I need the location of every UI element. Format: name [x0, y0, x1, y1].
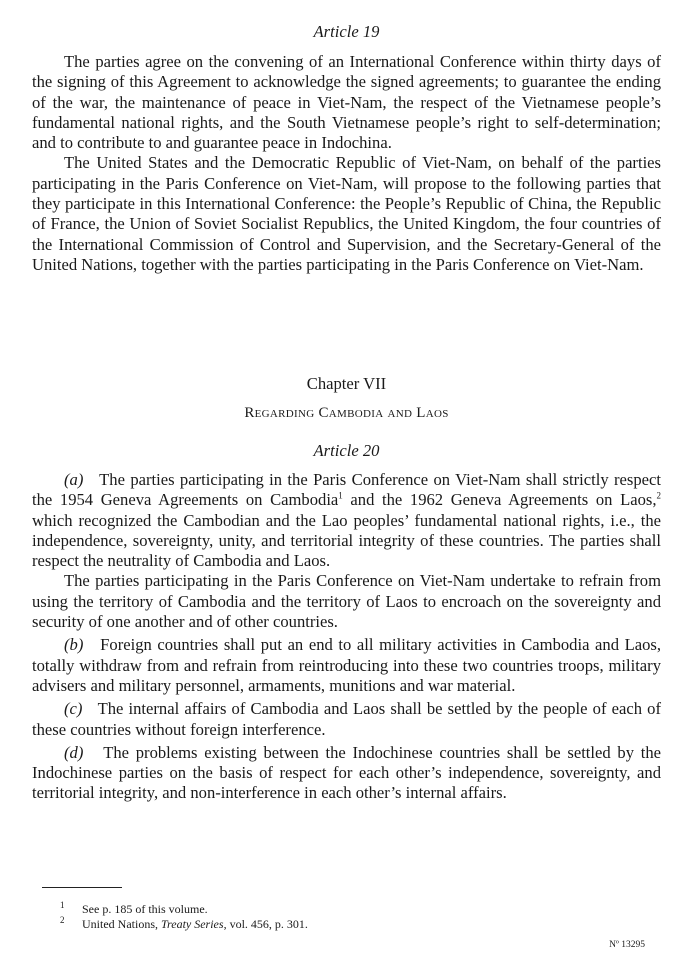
article-20-body: [32, 470, 661, 804]
article-20-clause-a: [32, 470, 661, 571]
clause-a-label: (a): [64, 470, 84, 489]
article-19-body: [32, 52, 661, 275]
footnote-1-text: See p. 185 of this volume.: [82, 902, 208, 916]
clause-a-text-3: which recognized the Cambodian and the Lao peoples’ fundamental national rights, i.e., the independence, sovereignty, unity, and territorial integrity of these countries. The parties shall respect the neutrality of Cambodia and Laos.: [32, 510, 661, 571]
article-19-paragraph-1: The parties agree on the convening of an International Conference within thirty days of the signing of this Agreement to acknowledge the signed agreements; to guarantee the ending of the war, the maintenance of peace in Viet-Nam, the respect of the Vietnamese people’s fundamental national rights, and the South Vietnamese people’s right to self-determination; and to contribute to and guarantee peace in Indochina.: [32, 52, 661, 153]
article-20-clause-b: [32, 635, 661, 696]
article-20-clause-a-paragraph-2: The parties participating in the Paris Conference on Viet-Nam undertake to refrain from using the territory of Cambodia and the territory of Laos to encroach on the sovereignty and security of one another and of other countries.: [32, 571, 661, 632]
footnote-2: 2 United Nations, Treaty Series, vol. 456, p. 301.: [60, 915, 308, 931]
clause-b-text: Foreign countries shall put an end to all military activities in Cambodia and Laos, totally withdraw from and refrain from reintroducing into these two countries troops, military advisers and military personnel, armaments, munitions and war material.: [32, 635, 661, 695]
clause-a-text-2: and the 1962 Geneva Agreements on Laos,: [342, 490, 657, 510]
article-20-heading: Article 20: [313, 441, 380, 460]
article-20-clause-d: [32, 743, 661, 804]
footnote-2-text-post: , vol. 456, p. 301.: [223, 917, 308, 931]
document-number: Nº 13295: [609, 940, 645, 950]
clause-b-label: (b): [64, 635, 84, 655]
article-20-clause-c: [32, 699, 661, 740]
footnote-divider: [42, 887, 122, 888]
footnote-2-series-title: Treaty Series: [161, 917, 224, 931]
footnote-2-text-pre: United Nations,: [82, 917, 161, 931]
clause-c-label: (c): [64, 699, 83, 719]
article-19-paragraph-2: The United States and the Democratic Republic of Viet-Nam, on behalf of the parties participating in the Paris Conference on Viet-Nam, will propose to the following parties that they participate in this International Conference: the People’s Republic of China, the Republic of France, the Union of Soviet Socialist Republics, the United Kingdom, the four countries of the International Commission of Control and Supervision, and the Secretary-General of the United Nations, together with the parties participating in the Paris Conference on Viet-Nam.: [32, 153, 661, 274]
chapter-title: Chapter VII: [306, 374, 387, 393]
footnote-1: 1 See p. 185 of this volume.: [60, 900, 208, 916]
footnote-ref-2[interactable]: 2: [656, 490, 661, 501]
clause-d-label: (d): [64, 742, 84, 762]
article-19-heading: Article 19: [313, 22, 380, 41]
chapter-subtitle: Regarding Cambodia and Laos: [244, 405, 449, 421]
clause-a-text-1: The parties participating in the Paris Conference on Viet-Nam shall strictly respect the 1954 Geneva Agreements on Cambodia: [32, 470, 661, 510]
clause-c-text: The internal affairs of Cambodia and Laos shall be settled by the people of each of these countries without foreign interference.: [32, 699, 661, 739]
footnote-ref-1[interactable]: 1: [338, 490, 343, 501]
clause-d-text: The problems existing between the Indochinese countries shall be settled by the Indochinese parties on the basis of respect for each other’s independence, sovereignty, and territorial integrity, and non-interference in each other’s internal affairs.: [32, 742, 662, 803]
